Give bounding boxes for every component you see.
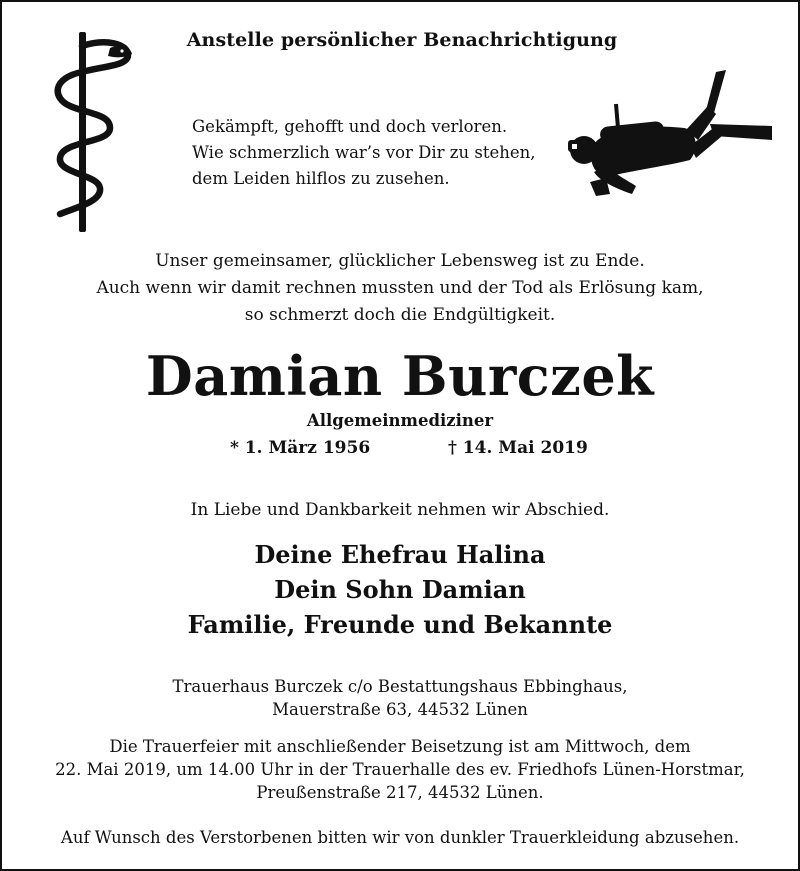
ceremony-line: Die Trauerfeier mit anschließender Beisetzung ist am Mittwoch, dem <box>109 737 691 756</box>
address-line: Trauerhaus Burczek c/o Bestattungshaus Ebbinghaus, <box>172 677 628 696</box>
death-date: † 14. Mai 2019 <box>448 438 588 458</box>
funeral-ceremony-info <box>2 735 798 804</box>
farewell-text: In Liebe und Dankbarkeit nehmen wir Abschied. <box>190 500 610 520</box>
intro-line: so schmerzt doch die Endgültigkeit. <box>244 305 556 325</box>
dress-code-wish: Auf Wunsch des Verstorbenen bitten wir von dunkler Trauerkleidung abzusehen. <box>60 828 740 847</box>
profession: Allgemeinmediziner <box>306 411 494 430</box>
birth-date: * 1. März 1956 <box>230 438 371 458</box>
mourners <box>2 537 798 642</box>
intro-text <box>2 248 798 329</box>
mourner-line: Familie, Freunde und Bekannte <box>187 610 613 639</box>
poem-line: dem Leiden hilflos zu zusehen. <box>192 169 450 188</box>
deceased-name: Damian Burczek <box>145 344 655 408</box>
scuba-diver-icon <box>566 66 776 198</box>
ceremony-line: 22. Mai 2019, um 14.00 Uhr in der Trauerhalle des ev. Friedhofs Lünen-Horstmar, <box>55 760 745 779</box>
intro-line: Auch wenn wir damit rechnen mussten und der Tod als Erlösung kam, <box>96 278 704 298</box>
intro-line: Unser gemeinsamer, glücklicher Lebensweg ist zu Ende. <box>155 251 645 271</box>
poem-line: Wie schmerzlich war’s vor Dir zu stehen, <box>192 143 536 162</box>
rod-of-asclepius-icon <box>46 28 136 233</box>
mourner-line: Deine Ehefrau Halina <box>254 540 546 569</box>
poem-line: Gekämpft, gehofft und doch verloren. <box>192 117 508 136</box>
mourner-line: Dein Sohn Damian <box>274 575 526 604</box>
address-line: Mauerstraße 63, 44532 Lünen <box>272 700 528 719</box>
ceremony-line: Preußenstraße 217, 44532 Lünen. <box>256 783 544 802</box>
mourning-house-address <box>2 675 798 721</box>
notice-header: Anstelle persönlicher Benachrichtigung <box>186 29 618 51</box>
poem <box>192 114 572 192</box>
